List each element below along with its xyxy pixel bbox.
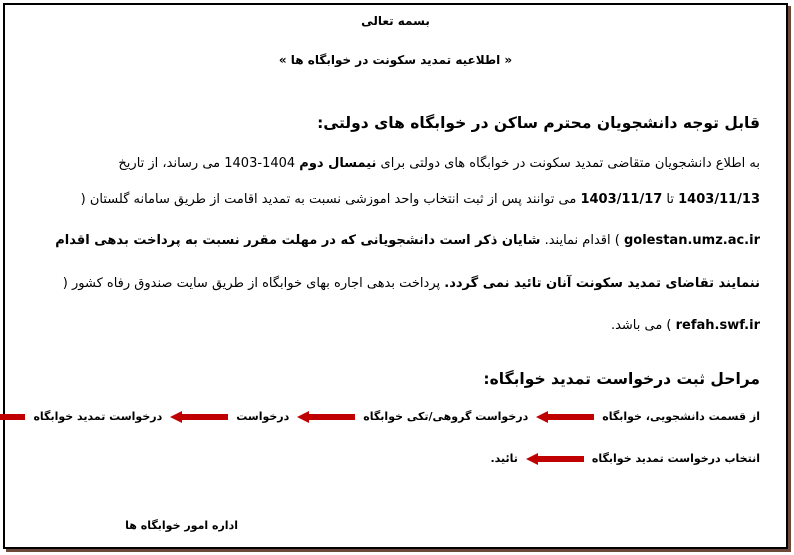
step-text: انتخاب درخواست تمدید خوابگاه	[591, 452, 760, 465]
left-arrow-icon	[297, 411, 355, 423]
footer-office: اداره امور خوابگاه ها	[125, 519, 238, 532]
basmala: بسمه تعالی	[361, 14, 430, 28]
document-frame	[3, 3, 788, 549]
left-arrow-icon	[0, 411, 25, 423]
steps-row-1	[0, 410, 760, 423]
steps-heading: مراحل ثبت درخواست تمدید خوابگاه:	[483, 370, 760, 388]
body-line-5	[29, 318, 760, 333]
step-text: از قسمت دانشجویی، خوابگاه	[602, 410, 760, 423]
page-title: « اطلاعیه تمدید سکونت در خوابگاه ها »	[278, 53, 513, 67]
body-text: تا	[662, 192, 679, 207]
body-text: ) اقدام نمایند.	[540, 233, 624, 248]
left-arrow-icon	[170, 411, 228, 423]
intro-heading: قابل توجه دانشجویان محترم ساکن در خوابگاه های دولتی:	[317, 114, 760, 132]
body-line-1	[29, 156, 760, 171]
step-text: درخواست	[236, 410, 290, 423]
body-text: 1404-1403 می رساند، از تاریخ	[118, 156, 300, 171]
semester-bold: نیمسال دوم	[299, 156, 377, 171]
left-arrow-icon	[536, 411, 594, 423]
body-text: ) می باشد.	[610, 318, 676, 333]
steps-row-2	[490, 452, 760, 465]
notice-bold: ننمایند تقاضای تمدید سکونت آنان تائید نمی گردد.	[444, 276, 760, 291]
step-text: درخواست تمدید خوابگاه	[33, 410, 163, 423]
body-text: می توانند پس از ثبت انتخاب واحد اموزشی نسبت به تمدید اقامت از طریق سامانه گلستان (	[80, 192, 581, 207]
refah-link[interactable]: refah.swf.ir	[675, 318, 760, 333]
body-line-3	[29, 233, 760, 248]
notice-bold: شایان ذکر است دانشجویانی که در مهلت مقرر نسبت به پرداخت بدهی اقدام	[55, 233, 541, 248]
body-line-2	[29, 192, 760, 207]
end-date: 1403/11/17	[580, 192, 663, 207]
body-text: پرداخت بدهی اجاره بهای خوابگاه از طریق سایت صندوق رفاه کشور (	[62, 276, 445, 291]
golestan-link[interactable]: golestan.umz.ac.ir	[623, 233, 760, 248]
body-line-4	[29, 276, 760, 291]
step-text: تائید.	[490, 452, 518, 465]
body-text: به اطلاع دانشجویان متقاضی تمدید سکونت در خوابگاه های دولتی برای	[376, 156, 760, 171]
left-arrow-icon	[526, 453, 584, 465]
start-date: 1403/11/13	[678, 192, 760, 207]
step-text: درخواست گروهی/تکی خوابگاه	[363, 410, 529, 423]
